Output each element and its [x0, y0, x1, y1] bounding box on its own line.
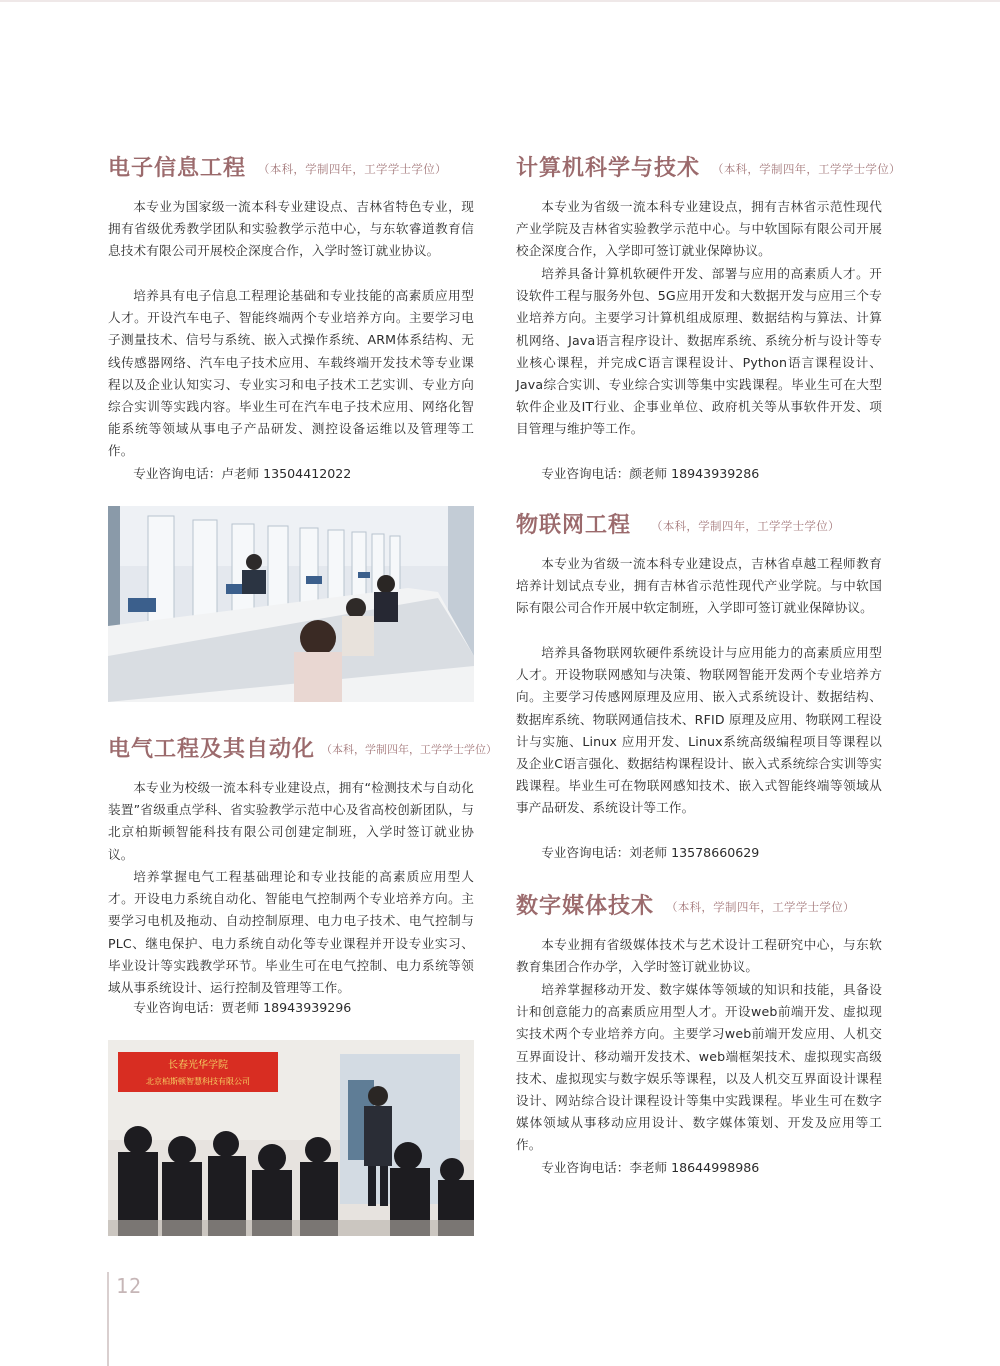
section-intro-paragraph: 本专业为省级一流本科专业建设点，拥有吉林省示范性现代产业学院及吉林省实验教学示范中心。与中软国际有限公司开展校企深度合作，入学即可签订就业保障协议。 [516, 199, 882, 259]
section-title [516, 154, 901, 184]
section-title-main: 物联网工程 [516, 513, 632, 538]
section-intro-paragraph: 本专业为省级一流本科专业建设点，吉林省卓越工程师教育培养计划试点专业，拥有吉林省示范性现代产业学院。与中软国际有限公司合作开展中软定制班，入学即可签订就业保障协议。 [516, 556, 882, 616]
electronics-lab-photo [108, 506, 474, 702]
classroom-training-photo [108, 1040, 474, 1236]
section-title [516, 892, 855, 922]
page-number: 12 [116, 1274, 143, 1298]
section-title-subtitle: （本科，学制四年，工学学士学位） [258, 162, 447, 176]
section-title [516, 511, 840, 541]
section-title [108, 154, 447, 184]
contact-phone: 专业咨询电话：刘老师 13578660629 [541, 845, 760, 860]
section-title-main: 计算机科学与技术 [516, 156, 701, 181]
section-title-main: 电子信息工程 [108, 156, 247, 181]
contact-phone: 专业咨询电话：贾老师 18943939296 [133, 1000, 352, 1015]
section-title [108, 735, 497, 765]
section-intro-paragraph: 本专业为国家级一流本科专业建设点、吉林省特色专业，现拥有省级优秀教学团队和实验教学示范中心，与东软睿道教育信息技术有限公司开展校企深度合作，入学时签订就业协议。 [108, 199, 474, 259]
section-training-paragraph: 培养具有电子信息工程理论基础和专业技能的高素质应用型人才。开设汽车电子、智能终端两个专业培养方向。主要学习电子测量技术、信号与系统、嵌入式操作系统、ARM体系结构、无线传感器网络、汽车电子技术应用、车载终端开发技术等专业课程以及企业认知实习、专业实习和电子技术工艺实训、专业方向综合实训等实践内容。毕业生可在汽车电子技术应用、网络化智能系统等领域从事电子产品研发、测控设备运维以及管理等工作。 [108, 288, 474, 459]
banner-line-2: 北京柏斯顿智慧科技有限公司 [146, 1077, 250, 1086]
section-title-subtitle: （本科，学制四年，工学学士学位） [651, 519, 840, 533]
contact-phone: 专业咨询电话：颜老师 18943939286 [541, 466, 760, 481]
section-training-paragraph: 培养掌握电气工程基础理论和专业技能的高素质应用型人才。开设电力系统自动化、智能电气控制两个专业培养方向。主要学习电机及拖动、自动控制原理、电力电子技术、电气控制与PLC、继电保护、电力系统自动化等专业课程并开设专业实习、毕业设计等实践教学环节。毕业生可在电气控制、电力系统等领域从事系统设计、运行控制及管理等工作。 [108, 869, 474, 996]
section-title-subtitle: （本科，学制四年，工学学士学位） [666, 900, 855, 914]
section-training-paragraph: 培养具备物联网软硬件系统设计与应用能力的高素质应用型人才。开设物联网感知与决策、物联网智能开发两个专业培养方向。主要学习传感网原理及应用、嵌入式系统设计、数据结构、数据库系统、物联网通信技术、RFID 原理及应用、物联网工程设计与实施、Linux 应用开发、Linux系统高级编程项目等课程以及企业C语言强化、数据结构课程设计、嵌入式系统综合实训等实践课程。毕业生可在物联网感知技术、嵌入式智能终端等领域从事产品研发、系统设计等工作。 [516, 645, 882, 816]
contact-phone: 专业咨询电话：卢老师 13504412022 [133, 466, 352, 481]
section-intro-paragraph: 本专业为校级一流本科专业建设点，拥有“检测技术与自动化装置”省级重点学科、省实验教学示范中心及省高校创新团队，与北京柏斯顿智能科技有限公司创建定制班，入学时签订就业协议。 [108, 780, 474, 862]
contact-phone: 专业咨询电话：李老师 18644998986 [541, 1160, 760, 1175]
top-rule [0, 0, 1000, 2]
section-title-main: 电气工程及其自动化 [108, 737, 316, 762]
section-training-paragraph: 培养具备计算机软硬件开发、部署与应用的高素质人才。开设软件工程与服务外包、5G应用开发和大数据开发与应用三个专业培养方向。主要学习计算机组成原理、数据结构与算法、计算机网络、Java语言程序设计、数据库系统、系统分析与设计等专业核心课程，并完成C语言课程设计、Python语言课程设计、Java综合实训、专业综合实训等集中实践课程。毕业生可在大型软件企业及IT行业、企事业单位、政府机关等从事软件开发、项目管理与维护等工作。 [516, 266, 882, 437]
section-title-subtitle: （本科，学制四年，工学学士学位） [712, 162, 901, 176]
section-title-main: 数字媒体技术 [516, 894, 655, 919]
section-training-paragraph: 培养掌握移动开发、数字媒体等领域的知识和技能，具备设计和创意能力的高素质应用型人才。开设web前端开发、虚拟现实技术两个专业培养方向。主要学习web前端开发应用、人机交互界面设计、移动端开发技术、web端框架技术、虚拟现实高级技术、虚拟现实与数字娱乐等课程，以及人机交互界面设计课程设计、网站综合设计课程设计等集中实践课程。毕业生可在数字媒体领域从事移动应用设计、数字媒体策划、开发及应用等工作。 [516, 982, 882, 1153]
banner-line-1: 长春光华学院 [168, 1060, 228, 1071]
page-margin-rule [107, 1272, 109, 1366]
section-title-subtitle: （本科，学制四年，工学学士学位） [321, 743, 498, 756]
section-intro-paragraph: 本专业拥有省级媒体技术与艺术设计工程研究中心，与东软教育集团合作办学，入学时签订就业协议。 [516, 937, 882, 975]
